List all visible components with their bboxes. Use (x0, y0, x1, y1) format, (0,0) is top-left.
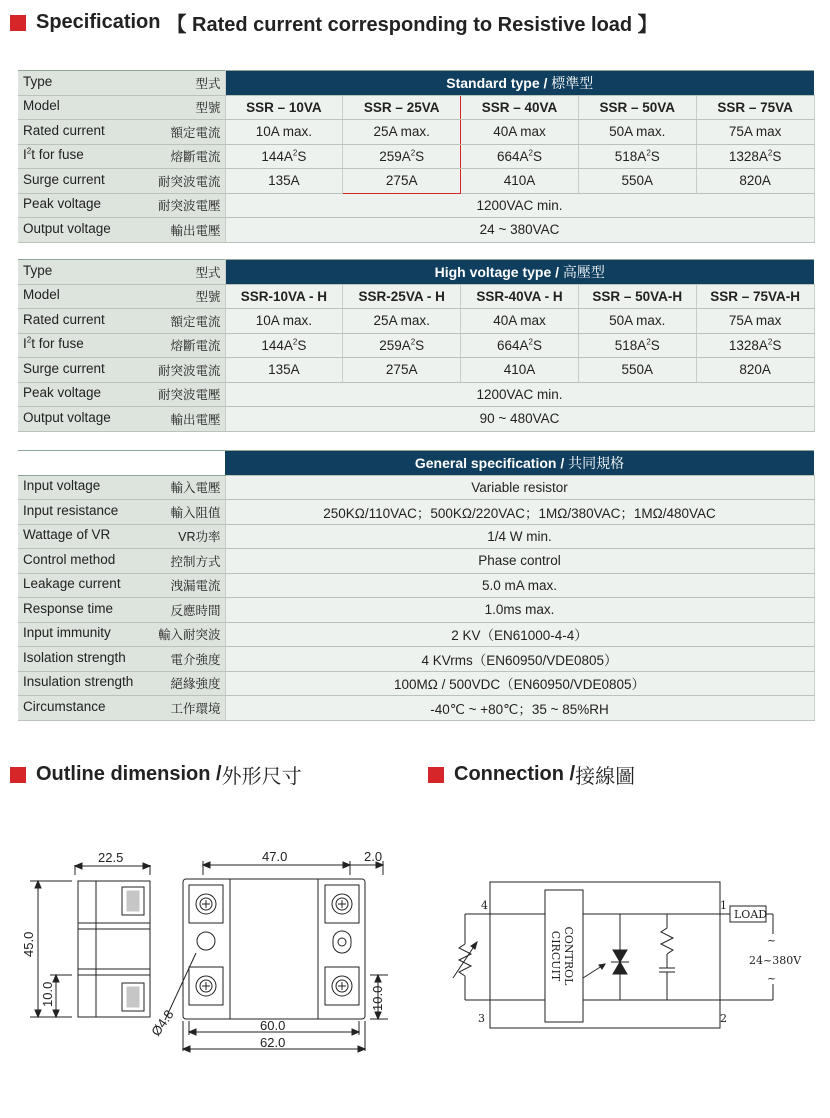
standard-type-table (18, 70, 815, 243)
red-square-icon (10, 767, 26, 783)
table-row: Peak voltage 耐突波電壓 1200VAC min. (18, 193, 814, 218)
table-row: Control method 控制方式 Phase control (18, 549, 814, 574)
connection-section-title: Connection / 接線圖 (428, 760, 635, 789)
table-row: Insulation strength 絕緣強度 100MΩ / 500VDC（EN60950/VDE0805） (18, 671, 814, 696)
high-voltage-header: High voltage type / 高壓型 (225, 260, 814, 285)
tilde-icon: ~ (767, 934, 777, 947)
table-row: Rated current 額定電流 10A max. 25A max. 40A max 50A max. 75A max (18, 309, 814, 334)
table-row: Input voltage 輸入電壓 Variable resistor (18, 475, 814, 500)
table-row: Surge current 耐突波電流 135A 275A 410A 550A 820A (18, 169, 814, 194)
tilde-icon: ~ (767, 972, 777, 985)
dim-right-gap: 10.0 (370, 985, 385, 1011)
dim-hole: Ø4.8 (148, 1007, 177, 1039)
table-row: $I^2t$ for fuse 熔斷電流 $144A^2S$ $259A^2S$ $664A^2S$ $518A^2S$ $1328A^2S$ (18, 144, 814, 169)
spec-title-en: Specification (36, 11, 161, 33)
table-row: Input immunity 輸入耐突波 2 KV（EN61000-4-4） (18, 622, 814, 647)
dim-total-length: 62.0 (260, 1035, 286, 1050)
table-row: Surge current 耐突波電流 135A 275A 410A 550A 820A (18, 358, 814, 383)
dim-height: 45.0 (21, 931, 36, 957)
terminal-2: 2 (720, 1012, 727, 1025)
table-row: Isolation strength 電介強度 4 KVrms（EN60950/VDE0805） (18, 647, 814, 672)
table-row: Wattage of VR VR功率 1/4 W min. (18, 524, 814, 549)
red-square-icon (428, 767, 444, 783)
dim-inner-length: 60.0 (260, 1018, 286, 1033)
table-row: Rated current 額定電流 10A max. 25A max. 40A max 50A max. 75A max (18, 120, 814, 145)
load-label: LOAD (734, 908, 768, 921)
table-row: Leakage current 洩漏電流 5.0 mA max. (18, 573, 814, 598)
red-square-icon (10, 15, 26, 31)
highlighted-model: SSR – 25VA (343, 95, 461, 120)
high-voltage-table (18, 259, 815, 432)
table-row: $I^2t$ for fuse 熔斷電流 $144A^2S$ $259A^2S$ $664A^2S$ $518A^2S$ $1328A^2S$ (18, 333, 814, 358)
terminal-4: 4 (481, 899, 488, 912)
spec-section-title (10, 8, 658, 37)
standard-type-header: Standard type / 標準型 (225, 71, 814, 96)
table-row: Response time 反應時間 1.0ms max. (18, 598, 814, 623)
table-row: Output voltage 輸出電壓 24 ~ 380VAC (18, 218, 814, 243)
terminal-3: 3 (478, 1012, 485, 1025)
side-view (21, 850, 150, 1017)
dim-top-width: 47.0 (262, 849, 288, 864)
spec-title-bracket: 【 Rated current corresponding to Resistive load 】 (166, 14, 658, 36)
type-label: Type 型式 (18, 71, 225, 96)
general-spec-header: General specification / 共同規格 (225, 451, 814, 476)
ac-voltage-label: 24~380V (749, 954, 802, 967)
dim-side-width: 22.5 (98, 850, 124, 865)
table-row: Circumstance 工作環境 -40℃ ~ +80℃；35 ~ 85%RH (18, 696, 814, 721)
control-label: CONTROL (562, 926, 575, 986)
connection-diagram (445, 870, 805, 1050)
table-row: Peak voltage 耐突波電壓 1200VAC min. (18, 382, 814, 407)
general-spec-table (18, 450, 815, 721)
type-label: Type 型式 (18, 260, 225, 285)
terminal-1: 1 (720, 899, 727, 912)
table-row: Model 型號 SSR-10VA - H SSR-25VA - H SSR-40VA - H SSR – 50VA-H SSR – 75VA-H (18, 284, 814, 309)
table-row: Model 型號 SSR – 10VA SSR – 25VA SSR – 40VA SSR – 50VA SSR – 75VA (18, 95, 814, 120)
circuit-label: CIRCUIT (549, 930, 562, 982)
front-view (148, 849, 388, 1052)
dim-side-gap: 10.0 (40, 981, 55, 1007)
table-row: Output voltage 輸出電壓 90 ~ 480VAC (18, 407, 814, 432)
table-row: Input resistance 輸入阻值 250KΩ/110VAC；500KΩ/220VAC；1MΩ/380VAC；1MΩ/480VAC (18, 500, 814, 525)
dim-right-offset: 2.0 (364, 849, 383, 864)
outline-dimension-drawing (0, 845, 400, 1085)
outline-section-title: Outline dimension / 外形尺寸 (10, 760, 302, 789)
